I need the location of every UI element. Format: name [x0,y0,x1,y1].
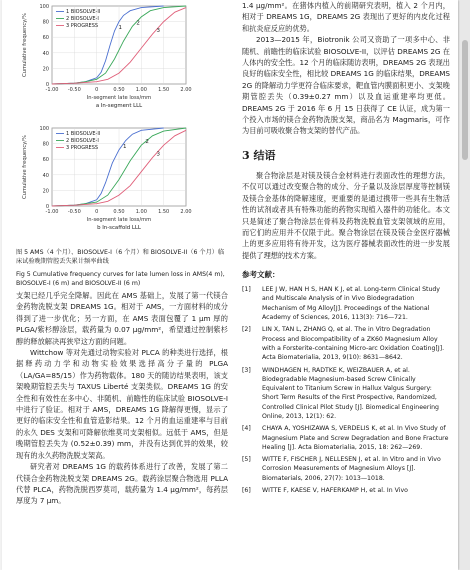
x-tick-label: 0 [95,87,99,93]
right-column [242,0,450,498]
reference-number: [1] [242,286,251,294]
vertical-scrollbar[interactable] [460,0,470,570]
curve-label: 2 [145,139,149,146]
x-tick-label: 1.50 [158,209,170,215]
reference-number: [5] [242,456,251,464]
panel-sublabel: a In-segment LLL [95,103,143,109]
references-heading: 参考文献： [242,270,280,280]
x-tick-label: 1.50 [158,87,170,93]
curve-label: 3 [156,28,160,35]
x-tick-label: -1.00 [45,87,59,93]
section-heading: 3 结语 [242,148,276,162]
x-tick-label: 1.00 [135,87,147,93]
document-page [2,0,458,570]
left-paragraph-1: 支架已经几乎完全降解。因此在 AMS 基础上，发展了第一代镁合金药物洗脱支架 DREAMS 1G。相对于 AMS，一方面材料的成分得到了进一步优化；另一方面，在 AMS 表面包覆了 1 μm 厚的 PLGA/紫杉醇涂层，载药量为 0.07 μg/mm²，希望通过控制紫杉醇的释放解决再狭窄这方面的问题。 [16,291,228,346]
y-tick-label: 0 [45,82,49,88]
left-paragraph-3: 研究者对 DREAMS 1G 的载药体系进行了改善，发展了第二代镁合金药物洗脱支架 DREAMS 2G。载药涂层聚合物选用 PLLA 代替 PLCA，药物洗脱西罗莫司，载药量为 1.4 μg/mm²，每药层厚度为 7 μm。 [16,462,228,506]
legend-label: 2 BIOSOLVE-I [66,16,99,22]
x-tick-label: 2.00 [180,209,192,215]
legend-label: 1 BIOSOLVE-II [66,9,101,15]
left-paragraph-2: Wittchow 等对先通过动物实验对 PLCA 的种类进行选择，根据释药动力学和动物实验效果选择高分子量的 PLGA（LA/GA=85/15）作为药物载体。180 天的随访结果表明，该支架晚期管腔丢失与 TAXUS Liberté 支架类似。DREAMS 1G 的安全性和有效性在多中心、非随机、前瞻性的临床试验 BIOSOLVE-I 中进行了验证。相对于 AMS，DREAMS 1G 降解得更慢，显示了更好的临床安全性和血管造影结果。12 个月的血运重建率与目前的永久 DES 支架和可降解依维莫司支架相似。远低于 AMS，但是晚期管腔丢失为 (0.52±0.39) mm，并没有达到优异的效果，较现有的永久药物洗脱支架高。 [16,348,228,460]
x-tick-label: 0 [95,209,99,215]
y-tick-label: 60 [42,35,49,42]
chart-in-segment-lll [16,0,228,118]
y-tick-label: 100 [39,4,49,10]
reference-number: [4] [242,425,251,433]
reference-item [242,325,450,362]
x-tick-label: 0.50 [113,87,125,93]
figure-caption-en: Fig 5 Cumulative frequency curves for late lumen loss in AMS(4 m), BIOSOLVE-I (6 m) and BIOSOLVE-II (6 m) [16,271,225,287]
y-tick-label: 40 [42,172,49,179]
y-tick-label: 0 [45,204,49,210]
x-tick-label: 1.00 [135,209,147,215]
reference-text: CHAYA A, YOSHIZAWA S, VERDELIS K, et al. In Vivo Study of Magnesium Plate and Screw Degradation and Bone Fracture Healing [J]. Acta Biomaterialia, 2015, 18: 262—269. [262,425,449,451]
right-paragraph-2: 2013—2015 年，Biotronik 公司又资助了一项多中心、非随机、前瞻性的临床试验 BIOSOLVE-II，以评估 DREAMS 2G 在人体内的安全性。12 个月的临床随访表明，DREAMS 2G 表现出良好的临床安全性，相比较 DREAMS 1G 的临床结果，DREAMS 2G 的降解动力学更符合临床要求，靶血管内膜面积更小、支架晚期管腔丢失（0.39±0.27 mm）以及血运重建率均更低。DREAMS 2G 于 2016 年 6 月 15 日获得了 CE 认证，成为第一个投入市场的镁合金药物洗脱支架，商品名为 Magmaris，可作为目前可吸收聚合物支架的替代产品。 [242,35,450,136]
conclusion-paragraph: 聚合物涂层是对镁及镁合金材料进行表面改性的理想方法，不仅可以通过改变聚合物的成分、分子量以及涂层厚度等控制镁及镁合金基体的降解速度，更重要的是通过携带一些具有生物活性的试剂或者具有特殊功能的药物实现植入器件的功能化。本文只是简述了聚合物涂层在骨科及药物洗脱血管支架领域的应用，而它们的应用并不仅限于此。聚合物涂层在镁及镁合金医疗器械上的更多应用将有待开发，这为医疗器械表面改性的进一步发展提供了理想的技术方案。 [242,170,450,260]
y-tick-label: 20 [42,188,49,195]
y-tick-label: 80 [42,141,49,148]
panel-sublabel: b In-scaffold LLL [97,225,141,231]
y-tick-label: 80 [42,19,49,26]
reference-number: [6] [242,487,251,495]
legend-label: 3 PROGRESS [66,23,99,29]
y-axis-label: Cumulative frequency/% [22,13,28,77]
reference-text: WITTE F, KAESE V, HAFERKAMP H, et al. In Vivo [262,487,408,495]
reference-text: LEE J W, HAN H S, HAN K J, et al. Long-term Clinical Study and Multiscale Analysis of in Vivo Biodegradation Mechanism of Mg Alloy[J]. Proceedings of the National Academy of Sciences, 2016, 113(3): 716—721. [262,286,440,322]
legend-label: 1 BIOSOLVE-II [66,131,101,137]
x-axis-label: In-segment late loss/mm [86,95,152,101]
figure-caption-cn: 图 5 AMS（4 个月）、BIOSOLVE-I（6 个月）和 BIOSOLVE-II（6 个月）临床试验晚期管腔丢失累计频率曲线 [16,249,225,265]
y-tick-label: 20 [42,66,49,73]
legend-label: 2 BIOSOLVE-I [66,138,99,144]
curve-label: 1 [118,24,123,31]
reference-text: LIN X, TAN L, ZHANG Q, et al. The in Vitro Degradation Process and Biocompatibility of a ZK60 Magnesium Alloy with a Forsterite-containing Micro-arc Oxidation Coating[J]. Acta Biomaterialia, 2013, 9(10): 8631—8642. [262,326,445,362]
curve-label: 3 [156,151,160,158]
left-column [16,0,228,507]
x-tick-label: 0.50 [113,209,125,215]
x-tick-label: 2.00 [180,87,192,93]
x-tick-label: -0.50 [67,87,81,93]
reference-number: [3] [242,366,251,374]
reference-text: WITTE F, FISCHER J, NELLESEN J, et al. In Vitro and in Vivo Corrosion Measurements of Magnesium Alloys [J]. Biomaterials, 2006, 27(7): 1013—1018. [262,456,441,482]
reference-item [242,486,450,495]
references-list [242,285,450,495]
y-tick-label: 40 [42,50,49,57]
x-tick-label: -0.50 [67,209,81,215]
x-axis-label: In-segment late loss/mm [86,217,152,223]
reference-item [242,366,450,422]
curve-label: 2 [136,20,140,27]
reference-item [242,455,450,483]
x-tick-label: -1.00 [45,209,59,215]
y-axis-label: Cumulative frequency/% [22,135,28,199]
reference-item [242,424,450,452]
scrollbar-thumb[interactable] [462,40,468,160]
reference-item [242,285,450,322]
reference-number: [2] [242,326,251,334]
right-paragraph-1: 1.4 μg/mm²。在猪体内植入的前期研究表明，植入 2 个月内，相对于 DREAMS 1G，DREAMS 2G 表现出了更好的内皮化过程和抗炎症反应的优势。 [242,1,450,33]
y-tick-label: 100 [39,126,49,132]
reference-text: WINDHAGEN H, RADTKE K, WEIZBAUER A, et al. Biodegradable Magnesium-based Screw Clinically Equivalent to Titanium Screw in Hallux Valgus Surgery: Short Term Results of the First Prospective, Randomized, Controlled Clinical Pilot Study [J]. Biomedical Engineering Online, 2013, 12(1): 62. [262,366,439,420]
chart-in-scaffold-lll [16,122,228,240]
legend-label: 3 PROGRESS [66,145,99,151]
y-tick-label: 60 [42,157,49,164]
curve-label: 1 [123,143,127,150]
